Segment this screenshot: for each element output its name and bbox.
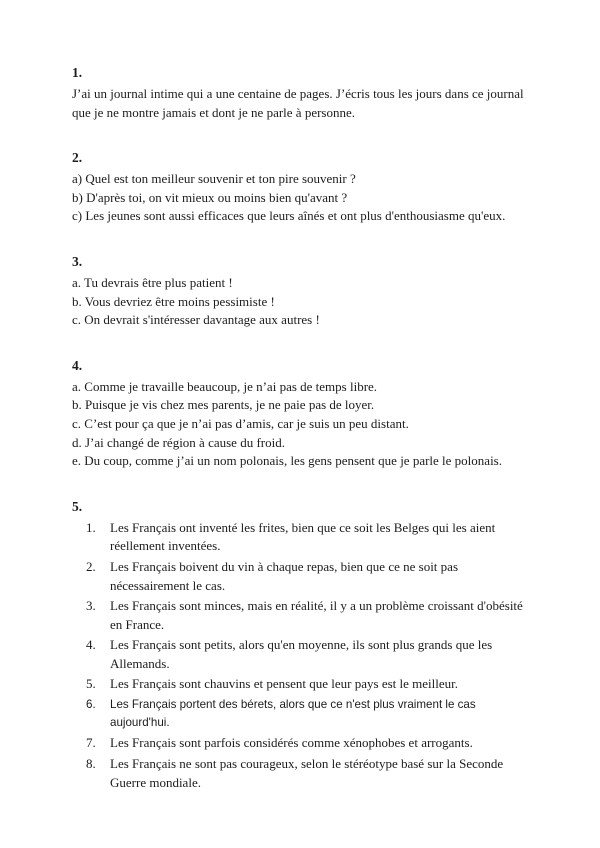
item-text: J’ai changé de région à cause du froid. (85, 434, 285, 450)
item-label: 5. (86, 676, 96, 692)
item-text: Vous devriez être moins pessimiste ! (84, 293, 275, 309)
section-number: 5. (72, 498, 83, 514)
item-text: Les jeunes sont aussi efficaces que leurs aînés et ont plus d'enthousiasme qu'eux. (85, 208, 506, 224)
list-line (72, 434, 524, 453)
item-label: d. (72, 434, 82, 450)
list-item (86, 675, 524, 694)
item-label: e. (72, 453, 82, 469)
item-label: 7. (86, 735, 96, 751)
item-text: Les Français sont parfois considérés comme xénophobes et arrogants. (110, 735, 473, 751)
item-label: 6. (86, 698, 96, 712)
list-line (72, 396, 524, 415)
list-line (72, 311, 524, 330)
item-label: 2. (86, 558, 96, 574)
section-number: 2. (72, 150, 83, 166)
item-label: 3. (86, 598, 96, 614)
list-item (86, 696, 524, 732)
list-line (72, 189, 524, 208)
list-item (86, 636, 524, 673)
item-label: c) (72, 208, 83, 224)
list-item (86, 597, 524, 634)
list-line (72, 170, 524, 189)
item-text: J’ai un journal intime qui a une centaine de pages. J’écris tous les jours dans ce journal que je ne montre jamais et dont je ne parle à personne. (72, 86, 524, 120)
item-text: Du coup, comme j’ai un nom polonais, les gens pensent que je parle le polonais. (84, 453, 502, 469)
item-label: b. (72, 397, 82, 413)
section-number: 3. (72, 253, 83, 269)
item-text: Les Français boivent du vin à chaque repas, bien que ce ne soit pas nécessairement le cas. (110, 558, 458, 593)
numbered-list (72, 519, 524, 793)
item-text: Les Français sont minces, mais en réalité, il y a un problème croissant d'obésité en France. (110, 598, 523, 632)
item-label: b) (72, 189, 83, 205)
item-label: b. (72, 293, 82, 309)
item-text: Tu devrais être plus patient ! (84, 274, 233, 290)
list-line (72, 207, 524, 226)
item-text: Les Français sont petits, alors qu'en moyenne, ils sont plus grands que les Allemands. (110, 637, 493, 671)
item-text: Comme je travaille beaucoup, je n’ai pas de temps libre. (84, 378, 378, 394)
list-line (72, 274, 524, 293)
list-item (86, 519, 524, 556)
section-number: 1. (72, 65, 83, 80)
item-label: a) (72, 171, 83, 187)
list-line (72, 378, 524, 397)
item-text: Les Français ne sont pas courageux, selon le stéréotype basé sur la Seconde Guerre mondiale. (110, 756, 504, 790)
section-number: 4. (72, 357, 83, 373)
item-text: Les Français ont inventé les frites, bien que ce soit les Belges qui les aient réellement inventées. (110, 519, 496, 554)
item-label: 8. (86, 756, 96, 772)
list-item (86, 755, 524, 792)
item-label: a. (72, 378, 82, 394)
section-5 (72, 498, 524, 793)
list-item (86, 558, 524, 595)
section-4 (72, 357, 524, 471)
item-text: On devrait s'intéresser davantage aux autres ! (84, 312, 320, 328)
list-item (86, 734, 524, 753)
item-label: a. (72, 274, 82, 290)
section-2 (72, 149, 524, 226)
item-label: c. (72, 415, 82, 431)
list-line (72, 452, 524, 471)
section-1 (72, 64, 524, 122)
item-label: 4. (86, 637, 96, 653)
item-text: Quel est ton meilleur souvenir et ton pire souvenir ? (85, 171, 356, 187)
paragraph (72, 85, 524, 122)
item-text: Les Français sont chauvins et pensent que leur pays est le meilleur. (110, 676, 459, 692)
list-line (72, 293, 524, 312)
item-text: C’est pour ça que je n’ai pas d’amis, car je suis un peu distant. (84, 415, 409, 431)
item-label: 1. (86, 519, 96, 535)
item-label: c. (72, 312, 82, 328)
item-text: D'après toi, on vit mieux ou moins bien qu'avant ? (86, 189, 348, 205)
list-line (72, 415, 524, 434)
item-text: Puisque je vis chez mes parents, je ne paie pas de loyer. (85, 397, 375, 413)
item-text: Les Français portent des bérets, alors que ce n'est plus vraiment le cas aujourd'hui. (110, 698, 476, 730)
section-3 (72, 253, 524, 330)
